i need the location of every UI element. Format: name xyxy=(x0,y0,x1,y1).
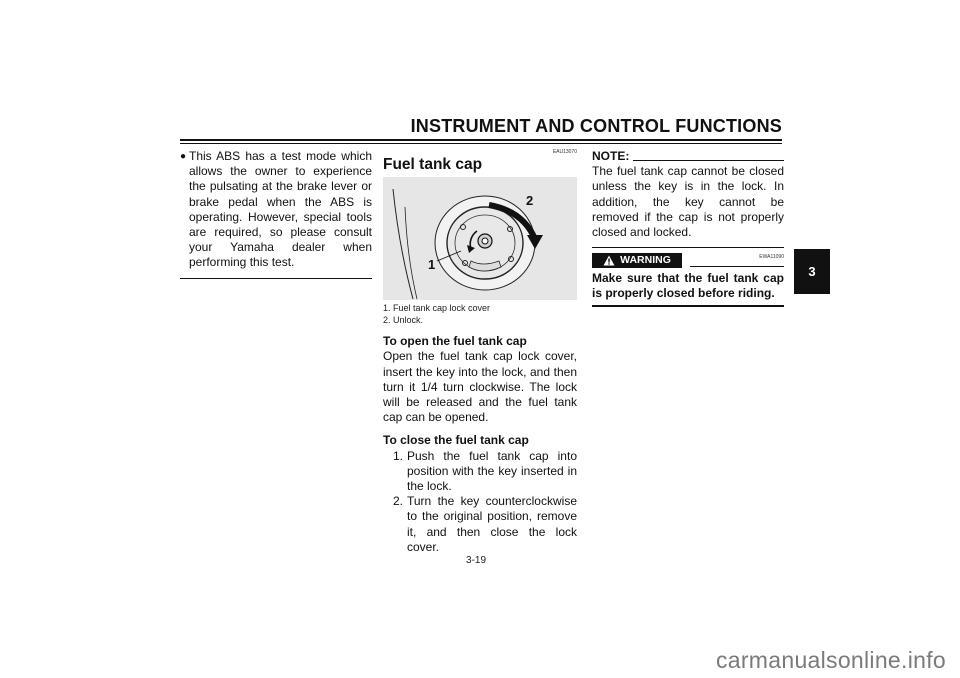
note-rule xyxy=(633,160,784,161)
page-header-title: INSTRUMENT AND CONTROL FUNCTIONS xyxy=(410,116,782,136)
fuel-tank-cap-illustration xyxy=(383,177,577,300)
step-number: 1. xyxy=(392,448,403,463)
warning-header xyxy=(592,253,784,268)
header-rule-thin xyxy=(180,143,782,144)
note-text: The fuel tank cap cannot be closed unless the key is in the lock. In addition, the key cannot be removed if the cap is not properly closed and locked. xyxy=(592,164,784,240)
abs-bullet xyxy=(180,149,372,271)
right-column xyxy=(592,149,784,307)
step-text: Turn the key counterclockwise to the original position, remove it, and then close the lock cover. xyxy=(407,494,577,554)
chapter-tab[interactable]: 3 xyxy=(794,249,830,294)
abs-bullet-text: This ABS has a test mode which allows the owner to experience the pulsating at the brake lever or brake pedal when the ABS is operating. However, special tools are required, so please consult your Yamaha dealer when performing this test. xyxy=(189,149,372,270)
note-end-rule xyxy=(592,247,784,248)
warning-end-rule xyxy=(592,305,784,307)
header-rule xyxy=(180,139,782,141)
middle-column xyxy=(383,149,577,555)
warning-label: WARNING xyxy=(620,254,671,267)
list-item xyxy=(383,494,577,555)
figure-label-2: 2 xyxy=(526,193,534,209)
note-header xyxy=(592,149,784,164)
step-text: Push the fuel tank cap into position with the key inserted in the lock. xyxy=(407,448,577,494)
warning-triangle-icon xyxy=(603,255,615,266)
list-item xyxy=(383,449,577,495)
warning-code: EWA11090 xyxy=(759,254,784,261)
figure-caption-1: 1. Fuel tank cap lock cover xyxy=(383,303,491,314)
left-column xyxy=(180,149,372,279)
watermark[interactable]: carmanualsonline.info xyxy=(715,647,946,673)
figure-label-1: 1 xyxy=(428,257,436,273)
fuel-tank-cap-figure xyxy=(383,177,577,300)
warning-rule xyxy=(690,266,784,267)
step-number: 2. xyxy=(392,494,403,509)
page-number: 3-19 xyxy=(466,555,487,566)
bullet-icon: ● xyxy=(180,151,187,162)
open-cap-text: Open the fuel tank cap lock cover, insert the key into the lock, and then turn it 1/4 turn clockwise. The lock will be released and the fuel tank cap can be opened. xyxy=(383,349,577,425)
figure-caption-2: 2. Unlock. xyxy=(383,315,424,326)
column-end-rule xyxy=(180,278,372,279)
warning-text: Make sure that the fuel tank cap is properly closed before riding. xyxy=(592,271,784,301)
close-cap-heading: To close the fuel tank cap xyxy=(383,433,529,448)
open-cap-heading: To open the fuel tank cap xyxy=(383,334,527,349)
section-code: EAU13070 xyxy=(552,149,577,155)
section-title: Fuel tank cap xyxy=(383,156,483,173)
warning-badge xyxy=(592,253,682,268)
close-cap-steps xyxy=(383,449,577,555)
note-label: NOTE: xyxy=(592,149,630,163)
